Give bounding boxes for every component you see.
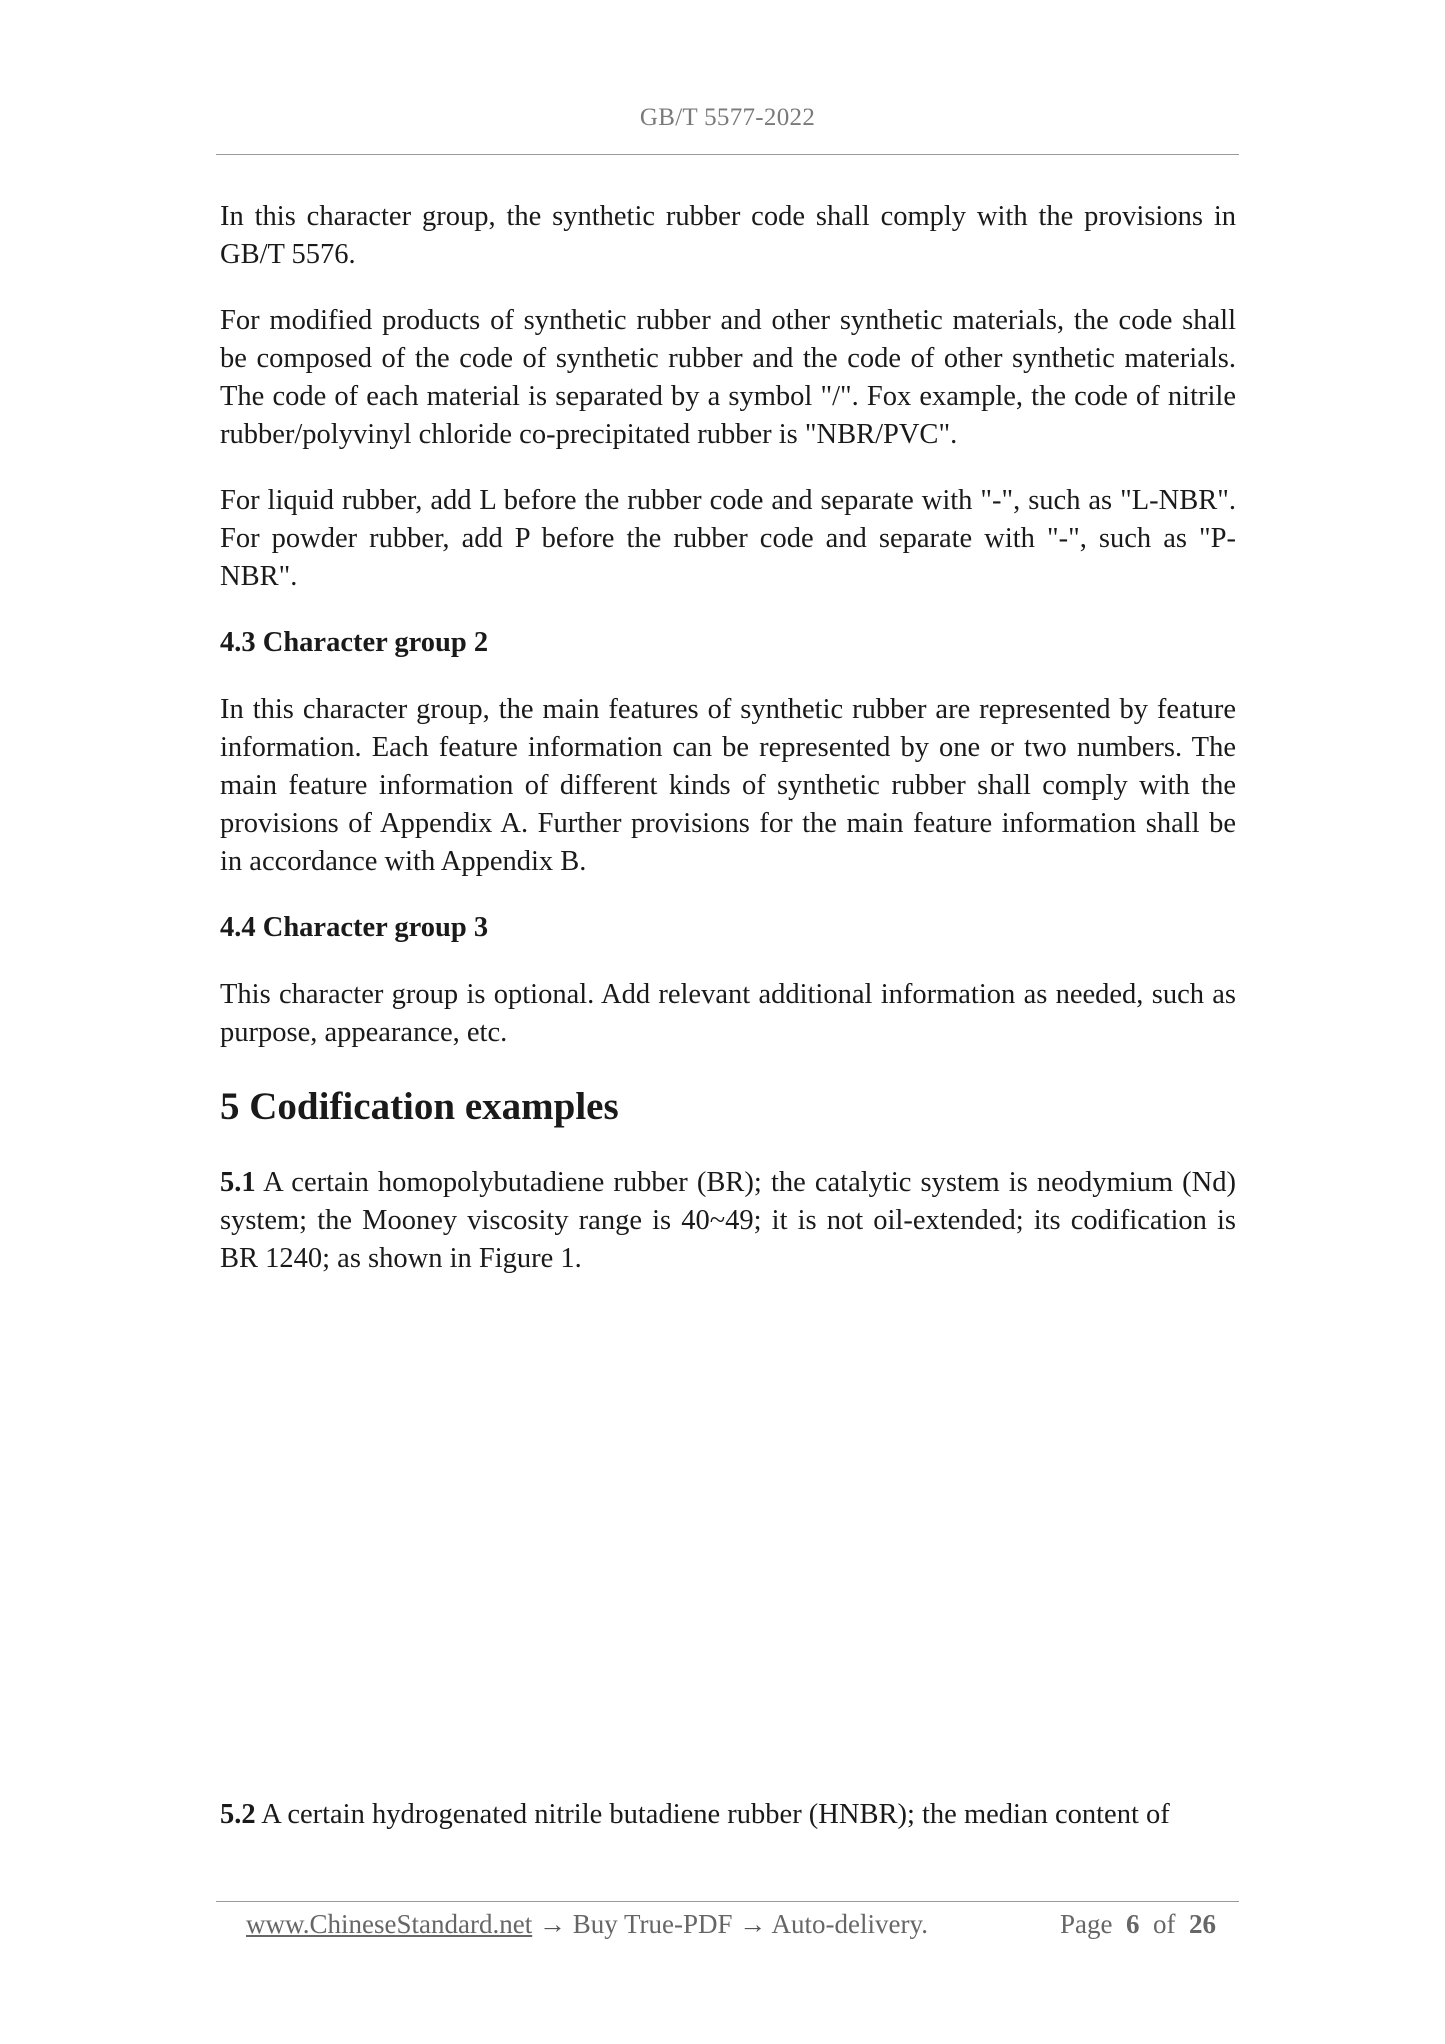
document-header-id: GB/T 5577-2022 (639, 104, 816, 131)
footer-divider (216, 1901, 1239, 1902)
paragraph-feature-information: In this character group, the main features of synthetic rubber are represented by feature information. Each feature information can be represented by one or two numbers. The main feature information of different kinds of synthetic rubber shall comply with the provisions of Appendix A. Further provisions for the main feature information shall be in accordance with Appendix B. (220, 694, 1236, 877)
paragraph-example-5-1 (220, 1164, 1236, 1278)
header-divider (216, 154, 1239, 155)
total-pages-number: 26 (1189, 1909, 1216, 1939)
paragraph-modified-products: For modified products of synthetic rubber and other synthetic materials, the code shall be composed of the code of synthetic rubber and the code of other synthetic materials. The code of each material is separated by a symbol "/". Fox example, the code of nitrile rubber/polyvinyl chloride co-precipitated rubber is "NBR/PVC". (220, 305, 1236, 450)
paragraph-code-provisions: In this character group, the synthetic rubber code shall comply with the provisions in GB/T 5576. (220, 201, 1236, 270)
section-heading-4-4: 4.4 Character group 3 (220, 912, 489, 943)
page-indicator (1060, 1906, 1216, 1942)
figure-1-area (220, 1306, 1236, 1796)
auto-delivery-text: Auto-delivery. (771, 1909, 928, 1939)
of-label: of (1153, 1909, 1176, 1939)
website-link[interactable]: www.ChineseStandard.net (246, 1909, 533, 1939)
page-body (220, 198, 1236, 1862)
clause-number-5-1: 5.1 (220, 1167, 256, 1198)
clause-text-5-1: A certain homopolybutadiene rubber (BR); the catalytic system is neodymium (Nd) system; the Mooney viscosity range is 40~49; it is not oil-extended; its codification is BR 1240; as shown in Figure 1. (220, 1167, 1236, 1274)
page-label: Page (1060, 1909, 1113, 1939)
chapter-heading-5: 5 Codification examples (220, 1085, 619, 1128)
current-page-number: 6 (1126, 1909, 1140, 1939)
paragraph-optional-group: This character group is optional. Add relevant additional information as needed, such as purpose, appearance, etc. (220, 979, 1236, 1048)
footer-promo (246, 1906, 928, 1942)
paragraph-liquid-powder-rubber: For liquid rubber, add L before the rubber code and separate with "-", such as "L-NBR". For powder rubber, add P before the rubber code and separate with "-", such as "P-NBR". (220, 485, 1236, 592)
arrow-right-icon: → (739, 1909, 767, 1939)
clause-text-5-2: A certain hydrogenated nitrile butadiene rubber (HNBR); the median content of (261, 1799, 1170, 1830)
section-heading-4-3: 4.3 Character group 2 (220, 627, 489, 658)
paragraph-example-5-2 (220, 1796, 1236, 1834)
arrow-right-icon: → (538, 1909, 566, 1939)
clause-number-5-2: 5.2 (220, 1799, 256, 1830)
buy-true-pdf-text: Buy True-PDF (572, 1909, 733, 1939)
